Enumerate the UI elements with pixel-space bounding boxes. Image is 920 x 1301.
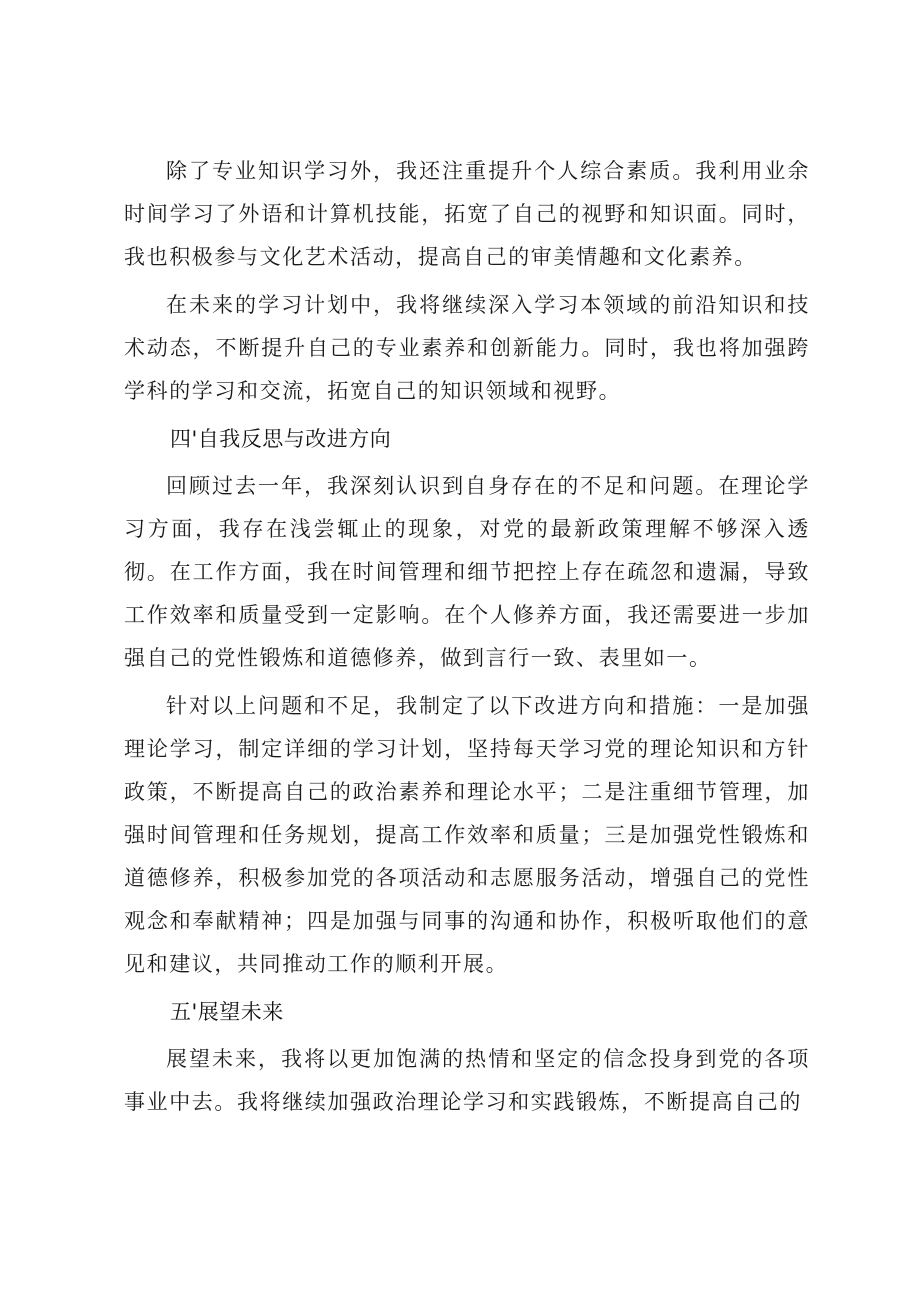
paragraph-outlook: 展望未来，我将以更加饱满的热情和坚定的信念投身到党的各项事业中去。我将继续加强政治理论学习和实践锻炼，不断提高自己的 <box>124 1047 810 1114</box>
paragraph-future-study-plan: 在未来的学习计划中，我将继续深入学习本领域的前沿知识和技术动态，不断提升自己的专业素养和创新能力。同时，我也将加强跨学科的学习和交流，拓宽自己的知识领域和视野。 <box>124 293 810 403</box>
section-heading-self-reflection: 四'自我反思与改进方向 <box>170 427 392 451</box>
document-body <box>124 150 810 1129</box>
paragraph-shortcomings: 回顾过去一年，我深刻认识到自身存在的不足和问题。在理论学习方面，我存在浅尝辄止的现象，对党的最新政策理解不够深入透彻。在工作方面，我在时间管理和细节把控上存在疏忽和遗漏，导致工作效率和质量受到一定影响。在个人修养方面，我还需要进一步加强自己的党性锻炼和道德修养，做到言行一致、表里如一。 <box>124 474 810 670</box>
paragraph-improvement-measures: 针对以上问题和不足，我制定了以下改进方向和措施：一是加强理论学习，制定详细的学习计划，坚持每天学习党的理论知识和方针政策，不断提高自己的政治素养和理论水平；二是注重细节管理，加强时间管理和任务规划，提高工作效率和质量；三是加强党性锻炼和道德修养，积极参加党的各项活动和志愿服务活动，增强自己的党性观念和奉献精神；四是加强与同事的沟通和协作，积极听取他们的意见和建议，共同推动工作的顺利开展。 <box>124 694 810 976</box>
paragraph-personal-quality: 除了专业知识学习外，我还注重提升个人综合素质。我利用业余时间学习了外语和计算机技能，拓宽了自己的视野和知识面。同时，我也积极参与文化艺术活动，提高自己的审美情趣和文化素养。 <box>124 159 810 269</box>
section-heading-outlook: 五'展望未来 <box>170 1000 284 1024</box>
